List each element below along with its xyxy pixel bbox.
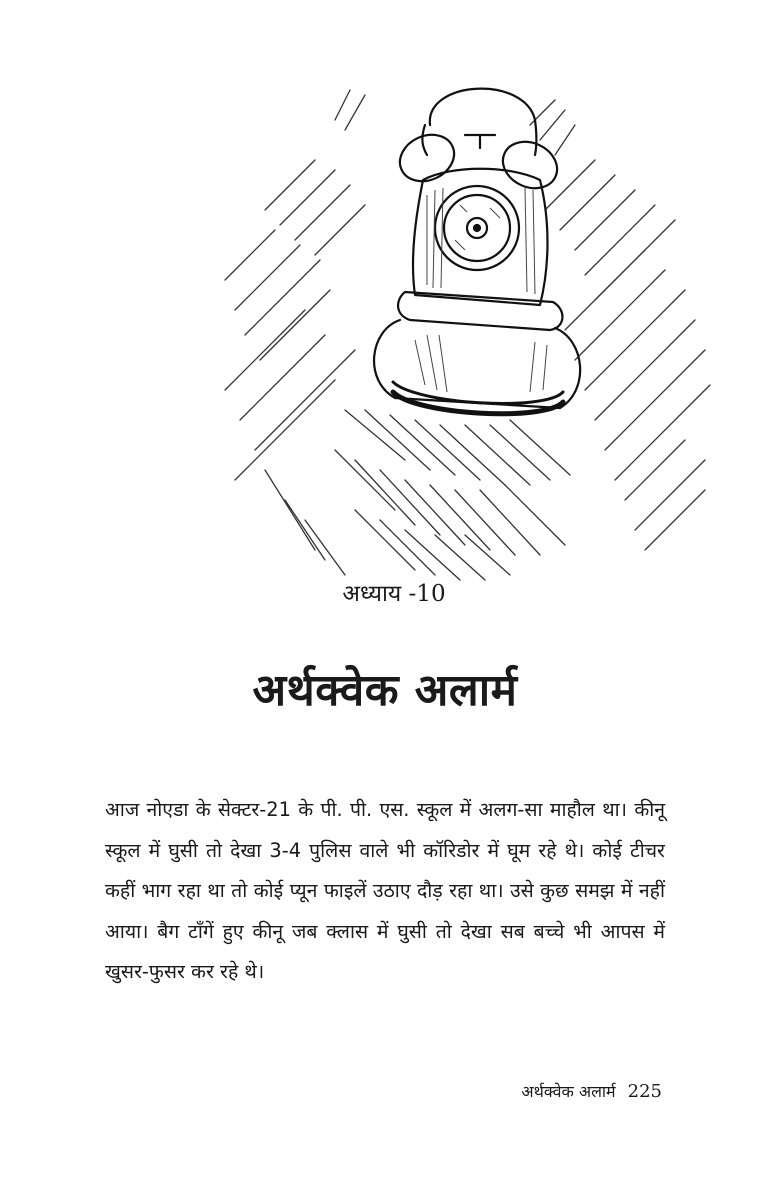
chapter-label: अध्याय -10 (342, 581, 446, 607)
alarm-clock-sketch (165, 30, 745, 610)
chapter-title: अर्थक्वेक अलार्म (252, 665, 518, 716)
running-title: अर्थक्वेक अलार्म (521, 1082, 616, 1101)
hatching (225, 90, 710, 580)
body-paragraph: आज नोएडा के सेक्टर-21 के पी. पी. एस. स्कूल में अलग-सा माहौल था। कीनू स्कूल में घुसी तो देखा 3-4 पुलिस वाले भी कॉरिडोर में घूम रहे थे। कोई टीचर कहीं भाग रहा था तो कोई प्यून फाइलें उठाए दौड़ रहा था। उसे कुछ समझ में नहीं आया। बैग टाँगें हुए कीनू जब क्लास में घुसी तो देखा सब बच्चे भी आपस में खुसर-फुसर कर रहे थे। (105, 798, 665, 983)
page-footer (521, 1080, 662, 1102)
clock-body (374, 89, 580, 414)
page-number: 225 (627, 1081, 662, 1102)
alarm-clock-illustration (165, 30, 745, 610)
